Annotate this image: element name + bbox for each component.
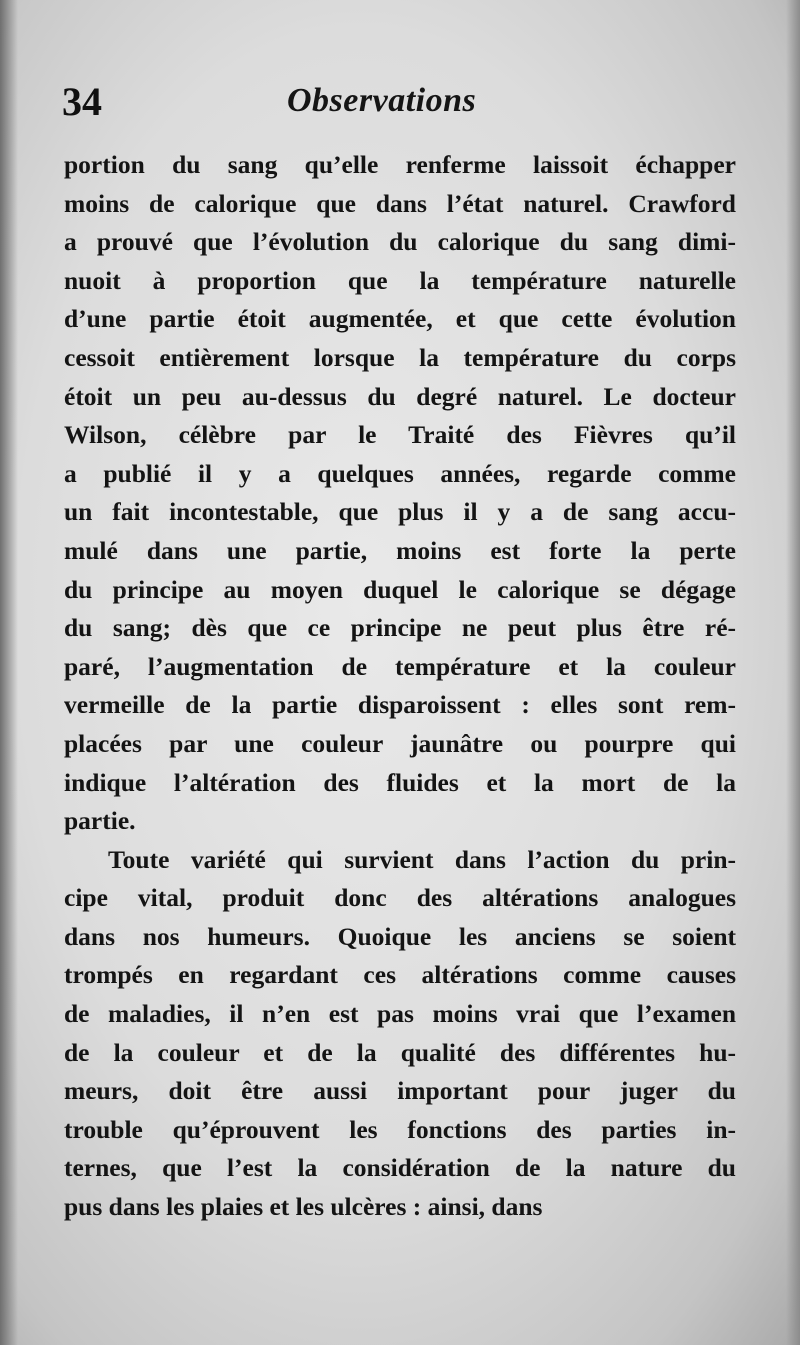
text-line: moins de calorique que dans l’état naturel. Crawford: [64, 188, 736, 218]
text-line: étoit un peu au-dessus du degré naturel. Le docteur: [64, 381, 736, 411]
paragraph-1: [64, 146, 736, 841]
text-line: cessoit entièrement lorsque la température du corps: [64, 342, 736, 372]
text-line: a publié il y a quelques années, regarde comme: [64, 458, 736, 488]
text-line: trompés en regardant ces altérations comme causes: [64, 960, 736, 990]
text-line: placées par une couleur jaunâtre ou pourpre qui: [64, 728, 736, 758]
running-title: Observations: [287, 82, 477, 119]
page-header: [62, 78, 742, 134]
page-edge-shadow-left: [0, 0, 18, 1345]
text-line: dans nos humeurs. Quoique les anciens se soient: [64, 921, 736, 951]
text-line: portion du sang qu’elle renferme laissoit échapper: [64, 150, 736, 179]
text-line: Wilson, célèbre par le Traité des Fièvres qu’il: [64, 420, 736, 450]
page-number: 34: [62, 79, 102, 124]
text-line: d’une partie étoit augmentée, et que cette évolution: [64, 304, 736, 334]
text-line: paré, l’augmentation de température et la couleur: [64, 651, 736, 681]
text-line: Toute variété qui survient dans l’action du prin-: [108, 844, 736, 874]
text-line: a prouvé que l’évolution du calorique du sang dimi-: [64, 227, 736, 257]
text-line: du sang; dès que ce principe ne peut plus être ré-: [64, 613, 736, 643]
text-line: cipe vital, produit donc des altérations analogues: [64, 883, 736, 913]
paragraph-2: [64, 841, 736, 1227]
text-line: un fait incontestable, que plus il y a de sang accu-: [64, 497, 736, 527]
text-line: de la couleur et de la qualité des différentes hu-: [64, 1037, 736, 1067]
text-line: meurs, doit être aussi important pour juger du: [64, 1076, 736, 1106]
body-text: [64, 146, 736, 1227]
text-line: de maladies, il n’en est pas moins vrai que l’examen: [64, 999, 736, 1029]
text-line: trouble qu’éprouvent les fonctions des parties in-: [64, 1114, 736, 1144]
text-line: indique l’altération des fluides et la mort de la: [64, 767, 736, 797]
text-line: mulé dans une partie, moins est forte la perte: [64, 535, 736, 565]
text-line: ternes, que l’est la considération de la nature du: [64, 1153, 736, 1183]
text-line: vermeille de la partie disparoissent : elles sont rem-: [64, 690, 736, 720]
text-line: partie.: [64, 806, 136, 836]
text-line: pus dans les plaies et les ulcères : ainsi, dans: [64, 1192, 543, 1222]
text-line: du principe au moyen duquel le calorique se dégage: [64, 574, 736, 604]
page-edge-shadow-right: [786, 0, 800, 1345]
text-line: nuoit à proportion que la température naturelle: [64, 265, 736, 295]
